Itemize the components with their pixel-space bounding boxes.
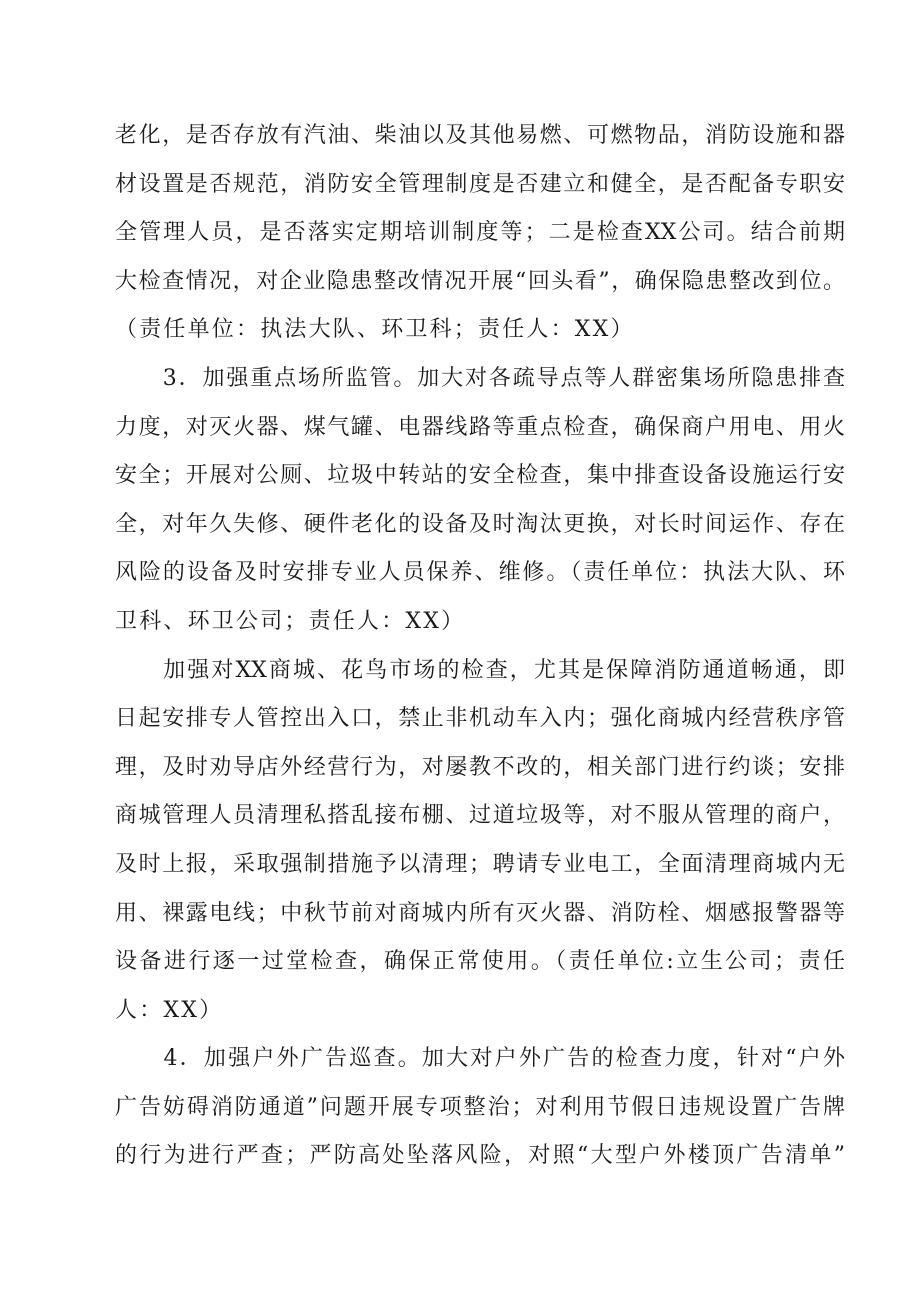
text-line: 用、裸露电线；中秋节前对商城内所有灭火器、消防栓、烟感报警器等 [115, 900, 845, 926]
text-line: 卫科、环卫公司；责任人：XX） [115, 608, 466, 634]
text-line: 4．加强户外广告巡查。加大对户外广告的检查力度，针对“户外 [115, 1046, 845, 1072]
text-line: 老化，是否存放有汽油、柴油以及其他易燃、可燃物品，消防设施和器 [115, 123, 845, 148]
text-line: 设备进行逐一过堂检查，确保正常使用。（责任单位:立生公司；责任 [115, 949, 845, 975]
text-line: 广告妨碍消防通道”问题开展专项整治；对利用节假日违规设置广告牌 [115, 1094, 845, 1120]
text-line: 全，对年久失修、硬件老化的设备及时淘汰更换，对长时间运作、存在 [115, 511, 845, 537]
text-line: 材设置是否规范，消防安全管理制度是否建立和健全，是否配备专职安 [115, 171, 845, 197]
text-line: 的行为进行严查；严防高处坠落风险，对照“大型户外楼顶广告清单” [115, 1143, 845, 1169]
paragraph-item-4 [115, 1035, 845, 1181]
document-body [115, 112, 845, 1181]
text-line: 力度，对灭火器、煤气罐、电器线路等重点检查，确保商户用电、用火 [115, 414, 845, 440]
text-line: 日起安排专人管控出入口，禁止非机动车入内；强化商城内经营秩序管 [115, 706, 845, 732]
text-line: 人：XX） [115, 997, 224, 1023]
text-line: 风险的设备及时安排专业人员保养、维修。（责任单位：执法大队、环 [115, 560, 845, 586]
text-line: 全管理人员，是否落实定期培训制度等；二是检查XX公司。结合前期 [115, 220, 845, 246]
text-line: 理，及时劝导店外经营行为，对屡教不改的，相关部门进行约谈；安排 [115, 754, 845, 780]
text-line: 及时上报，采取强制措施予以清理；聘请专业电工，全面清理商城内无 [115, 851, 845, 877]
paragraph-item-3 [115, 355, 845, 647]
text-line: 大检查情况，对企业隐患整改情况开展“回头看”，确保隐患整改到位。 [115, 268, 845, 294]
paragraph-market-inspection [115, 647, 845, 1036]
text-line: 商城管理人员清理私搭乱接布棚、过道垃圾等，对不服从管理的商户， [115, 803, 845, 829]
paragraph-continuation [115, 112, 845, 355]
text-line: （责任单位：执法大队、环卫科；责任人：XX） [115, 317, 635, 343]
text-line: 加强对XX商城、花鸟市场的检查，尤其是保障消防通道畅通，即 [115, 657, 845, 683]
text-line: 安全；开展对公厕、垃圾中转站的安全检查，集中排查设备设施运行安 [115, 463, 845, 489]
text-line: 3．加强重点场所监管。加大对各疏导点等人群密集场所隐患排查 [115, 365, 845, 391]
